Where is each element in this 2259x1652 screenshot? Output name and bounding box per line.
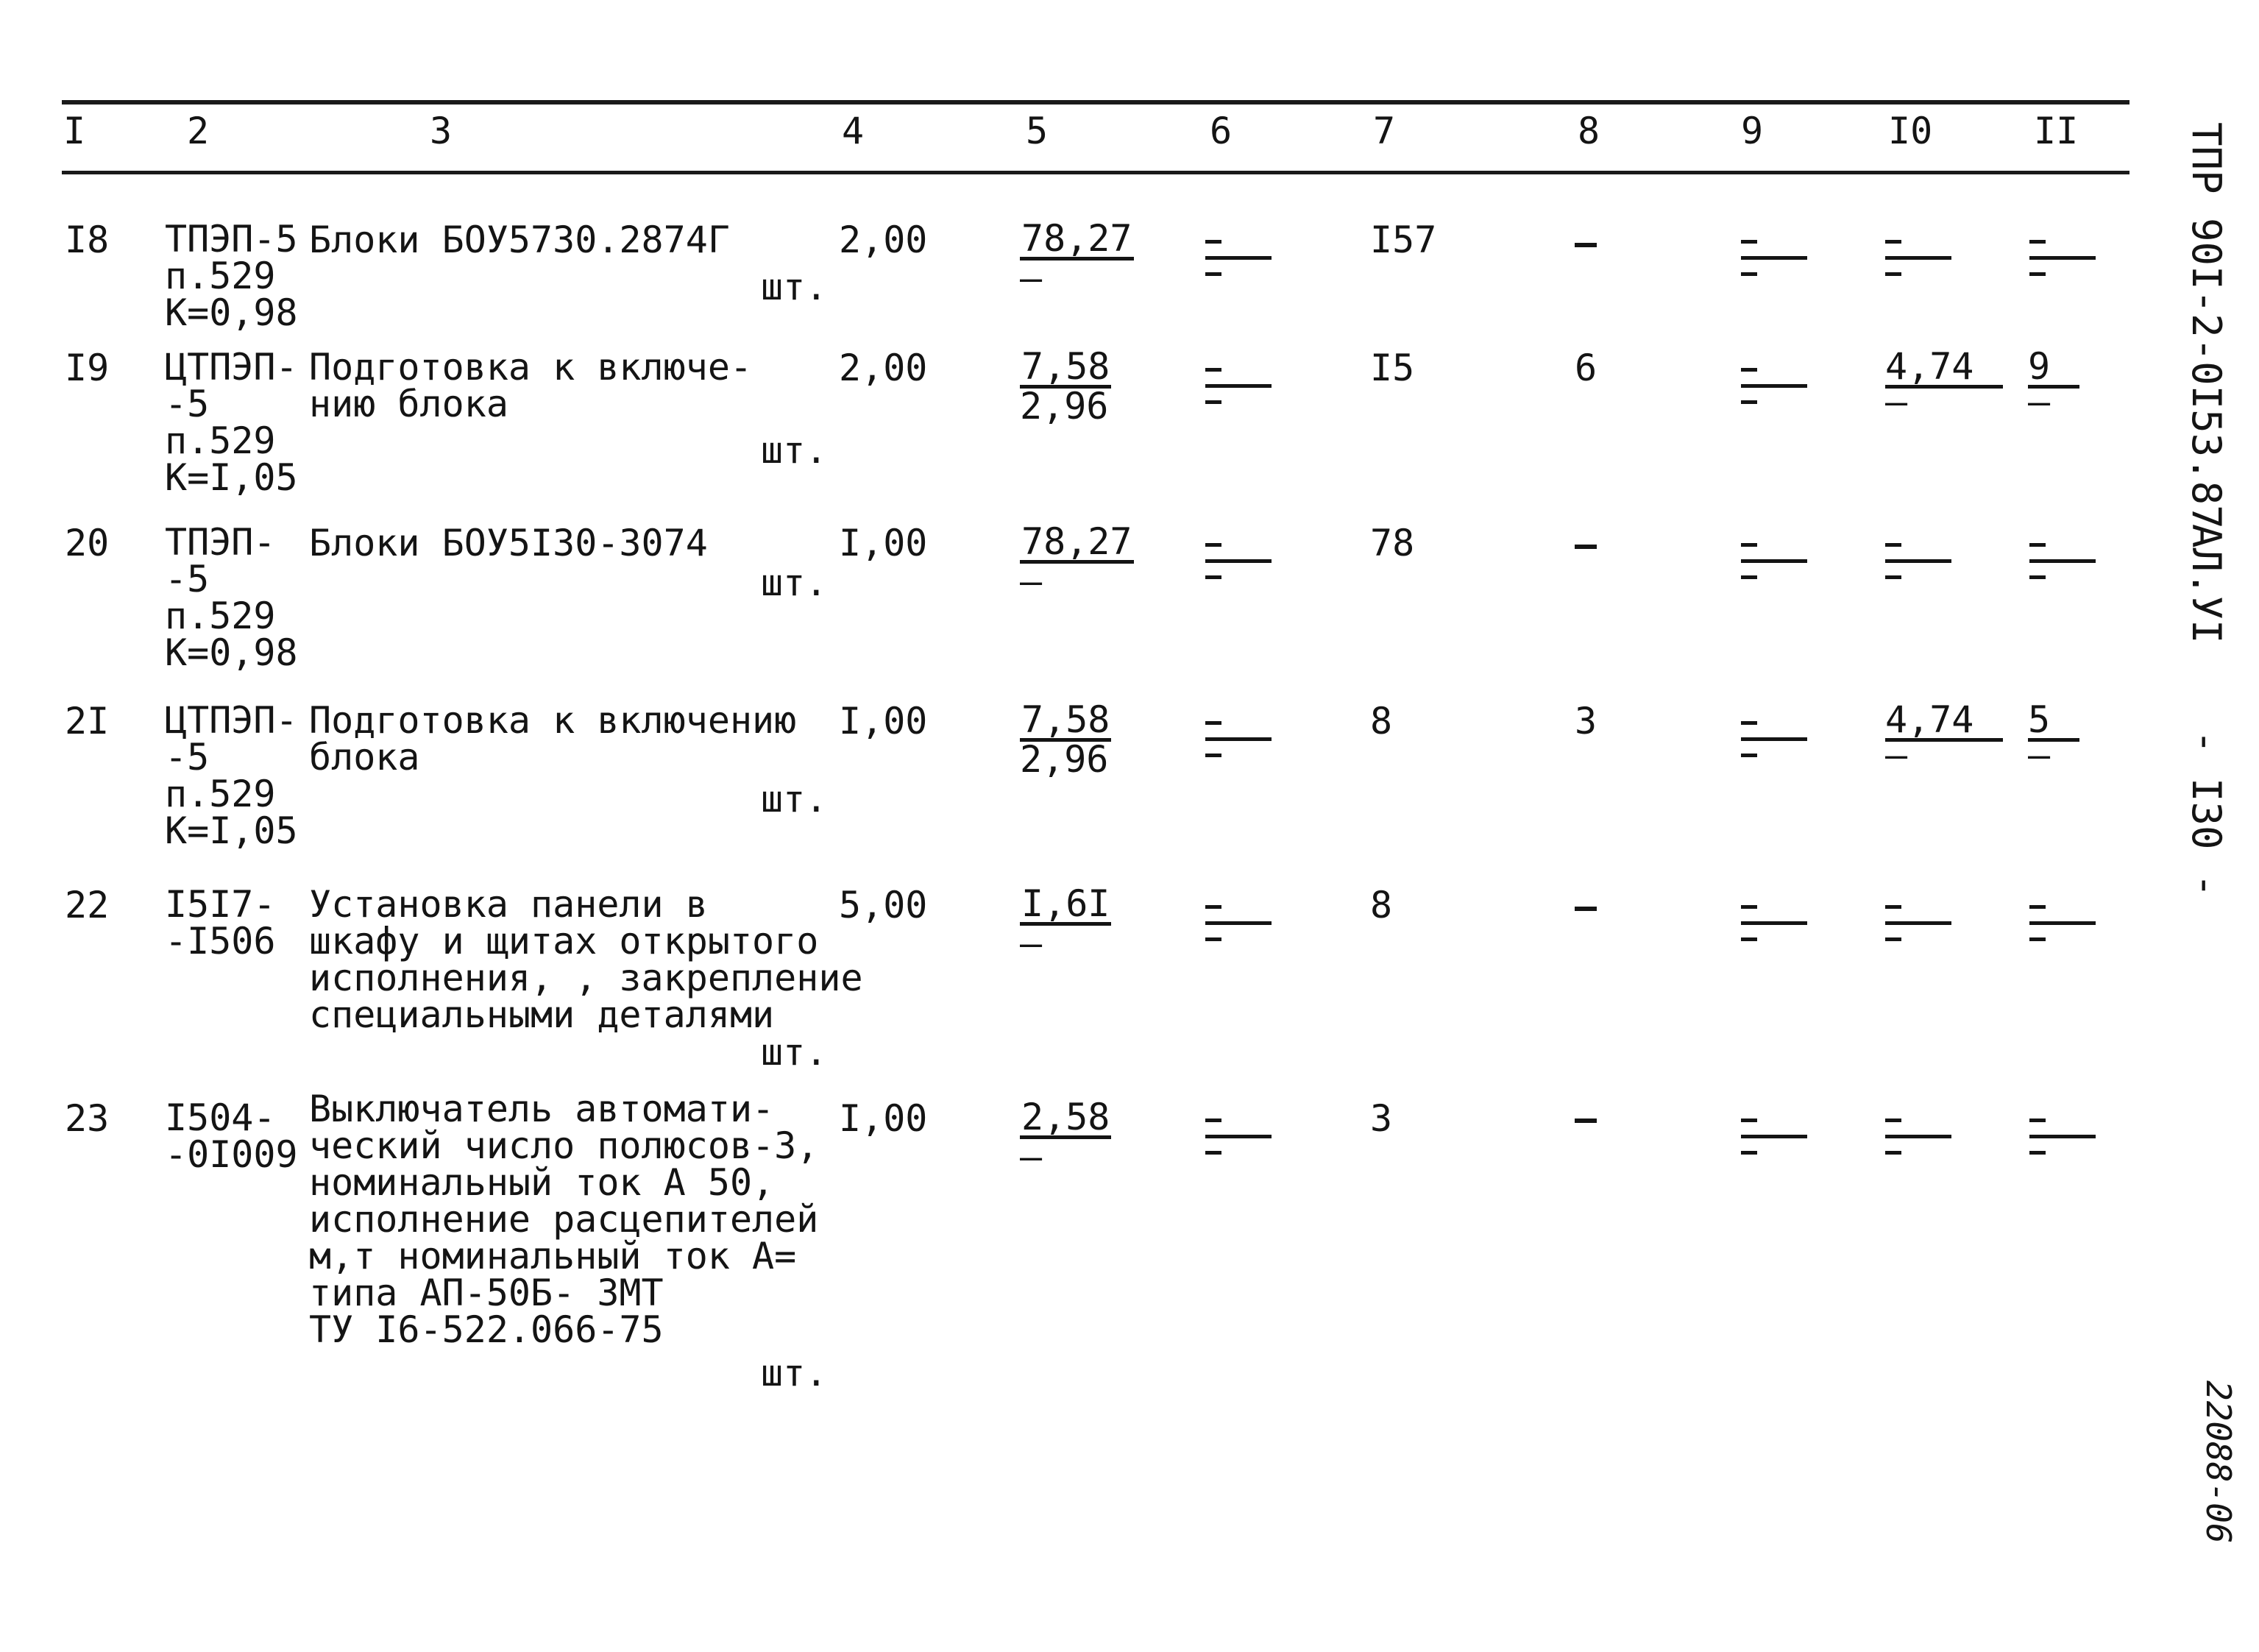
column-header-4: 4: [842, 110, 865, 152]
rate-fraction: [1020, 520, 1134, 603]
row-number: I9: [65, 347, 110, 389]
column-header-10: I0: [1888, 110, 1933, 152]
unit-label: шт.: [761, 561, 828, 604]
col10-numerator: 4,74: [1885, 702, 2003, 742]
cost-total: I5: [1370, 347, 1415, 389]
cost-total: I57: [1370, 219, 1437, 261]
rate-fraction: [1020, 882, 1111, 965]
stamp-number: 22088-06: [2199, 1380, 2238, 1544]
row-number: 2I: [65, 700, 110, 742]
col10-denominator: –: [1885, 380, 1908, 423]
cost-total: 3: [1370, 1097, 1393, 1140]
quantity: I,00: [839, 1097, 928, 1140]
rate-fraction: [1020, 217, 1134, 299]
col10-fraction: [1885, 345, 2003, 423]
column-header-5: 5: [1026, 110, 1049, 152]
column-header-11: II: [2034, 110, 2079, 152]
page-number: - I30 -: [2183, 730, 2230, 898]
col10-numerator: 4,74: [1885, 349, 2003, 389]
col10-denominator: –: [1885, 734, 1908, 776]
rate-denominator: –: [1020, 1135, 1043, 1178]
norm-code: ЦТПЭП- -5 п.529 К=I,05: [165, 346, 298, 499]
empty-dash-col8: [1575, 1119, 1597, 1123]
row-number: 23: [65, 1097, 110, 1140]
table-header-rule: [62, 171, 2129, 174]
col11-fraction: [2028, 698, 2079, 776]
rate-numerator: 2,58: [1021, 1096, 1110, 1138]
rate-denominator: 2,96: [1020, 738, 1109, 781]
work-description: Подготовка к включе- нию блока: [309, 346, 753, 425]
row-number: 20: [65, 522, 110, 564]
norm-code: I504- -0I009: [165, 1096, 298, 1176]
quantity: 2,00: [839, 219, 928, 261]
unit-label: шт.: [761, 266, 828, 308]
album-number: АЛ.УI: [2183, 524, 2230, 644]
column-header-1: I: [63, 110, 86, 152]
work-description: Блоки БОУ5730.2874Г: [309, 219, 730, 261]
quantity: 2,00: [839, 347, 928, 389]
unit-label: шт.: [761, 429, 828, 472]
unit-label: шт.: [761, 778, 828, 820]
col11-fraction: [2028, 345, 2079, 423]
norm-code: ТПЭП-5 п.529 К=0,98: [165, 218, 298, 334]
rate-numerator: I,6I: [1021, 882, 1110, 925]
col8-value: 3: [1575, 700, 1597, 742]
unit-label: шт.: [761, 1352, 828, 1394]
rate-denominator: –: [1020, 922, 1043, 965]
empty-dash-col8: [1575, 243, 1597, 247]
work-description: Подготовка к включению блока: [309, 699, 797, 779]
work-description: Блоки БОУ5I30-3074: [309, 522, 708, 564]
column-header-2: 2: [187, 110, 210, 152]
rate-fraction: [1020, 1096, 1111, 1178]
cost-total: 78: [1370, 522, 1415, 564]
unit-label: шт.: [761, 1031, 828, 1074]
rate-numerator: 7,58: [1021, 345, 1110, 388]
rate-denominator: 2,96: [1020, 385, 1109, 428]
cost-total: 8: [1370, 700, 1393, 742]
cost-total: 8: [1370, 884, 1393, 926]
column-header-8: 8: [1578, 110, 1600, 152]
rate-numerator: 78,27: [1021, 217, 1132, 260]
empty-dash-col8: [1575, 907, 1597, 911]
col11-denominator: –: [2028, 734, 2051, 776]
table-top-rule: [62, 100, 2129, 104]
work-description: Выключатель автомати- ческий число полюсов-3, номинальный ток А 50, исполнение расцепителей м,т номинальный ток А= типа АП-50Б- 3МТ ТУ I6-522.066-75: [309, 1088, 819, 1351]
column-header-7: 7: [1373, 110, 1396, 152]
row-number: I8: [65, 219, 110, 261]
empty-dash-col8: [1575, 545, 1597, 549]
norm-code: ТПЭП- -5 п.529 К=0,98: [165, 521, 298, 674]
quantity: I,00: [839, 522, 928, 564]
work-description: Установка панели в шкафу и щитах открытого исполнения, , закрепление специальными деталями: [309, 883, 863, 1036]
rate-denominator: –: [1020, 560, 1043, 603]
col11-denominator: –: [2028, 380, 2051, 423]
column-header-3: 3: [430, 110, 453, 152]
document-code: ТПР 90I-2-0I53.87: [2183, 122, 2230, 529]
col8-value: 6: [1575, 347, 1597, 389]
col11-numerator: 5: [2028, 702, 2079, 742]
rate-denominator: –: [1020, 257, 1043, 299]
col10-fraction: [1885, 698, 2003, 776]
rate-numerator: 78,27: [1021, 520, 1132, 563]
rate-numerator: 7,58: [1021, 698, 1110, 741]
rate-fraction: [1020, 698, 1111, 781]
col11-numerator: 9: [2028, 349, 2079, 389]
column-header-6: 6: [1210, 110, 1233, 152]
rate-fraction: [1020, 345, 1111, 428]
norm-code: ЦТПЭП- -5 п.529 К=I,05: [165, 699, 298, 852]
quantity: 5,00: [839, 884, 928, 926]
row-number: 22: [65, 884, 110, 926]
quantity: I,00: [839, 700, 928, 742]
norm-code: I5I7- -I506: [165, 883, 276, 963]
column-header-9: 9: [1741, 110, 1764, 152]
